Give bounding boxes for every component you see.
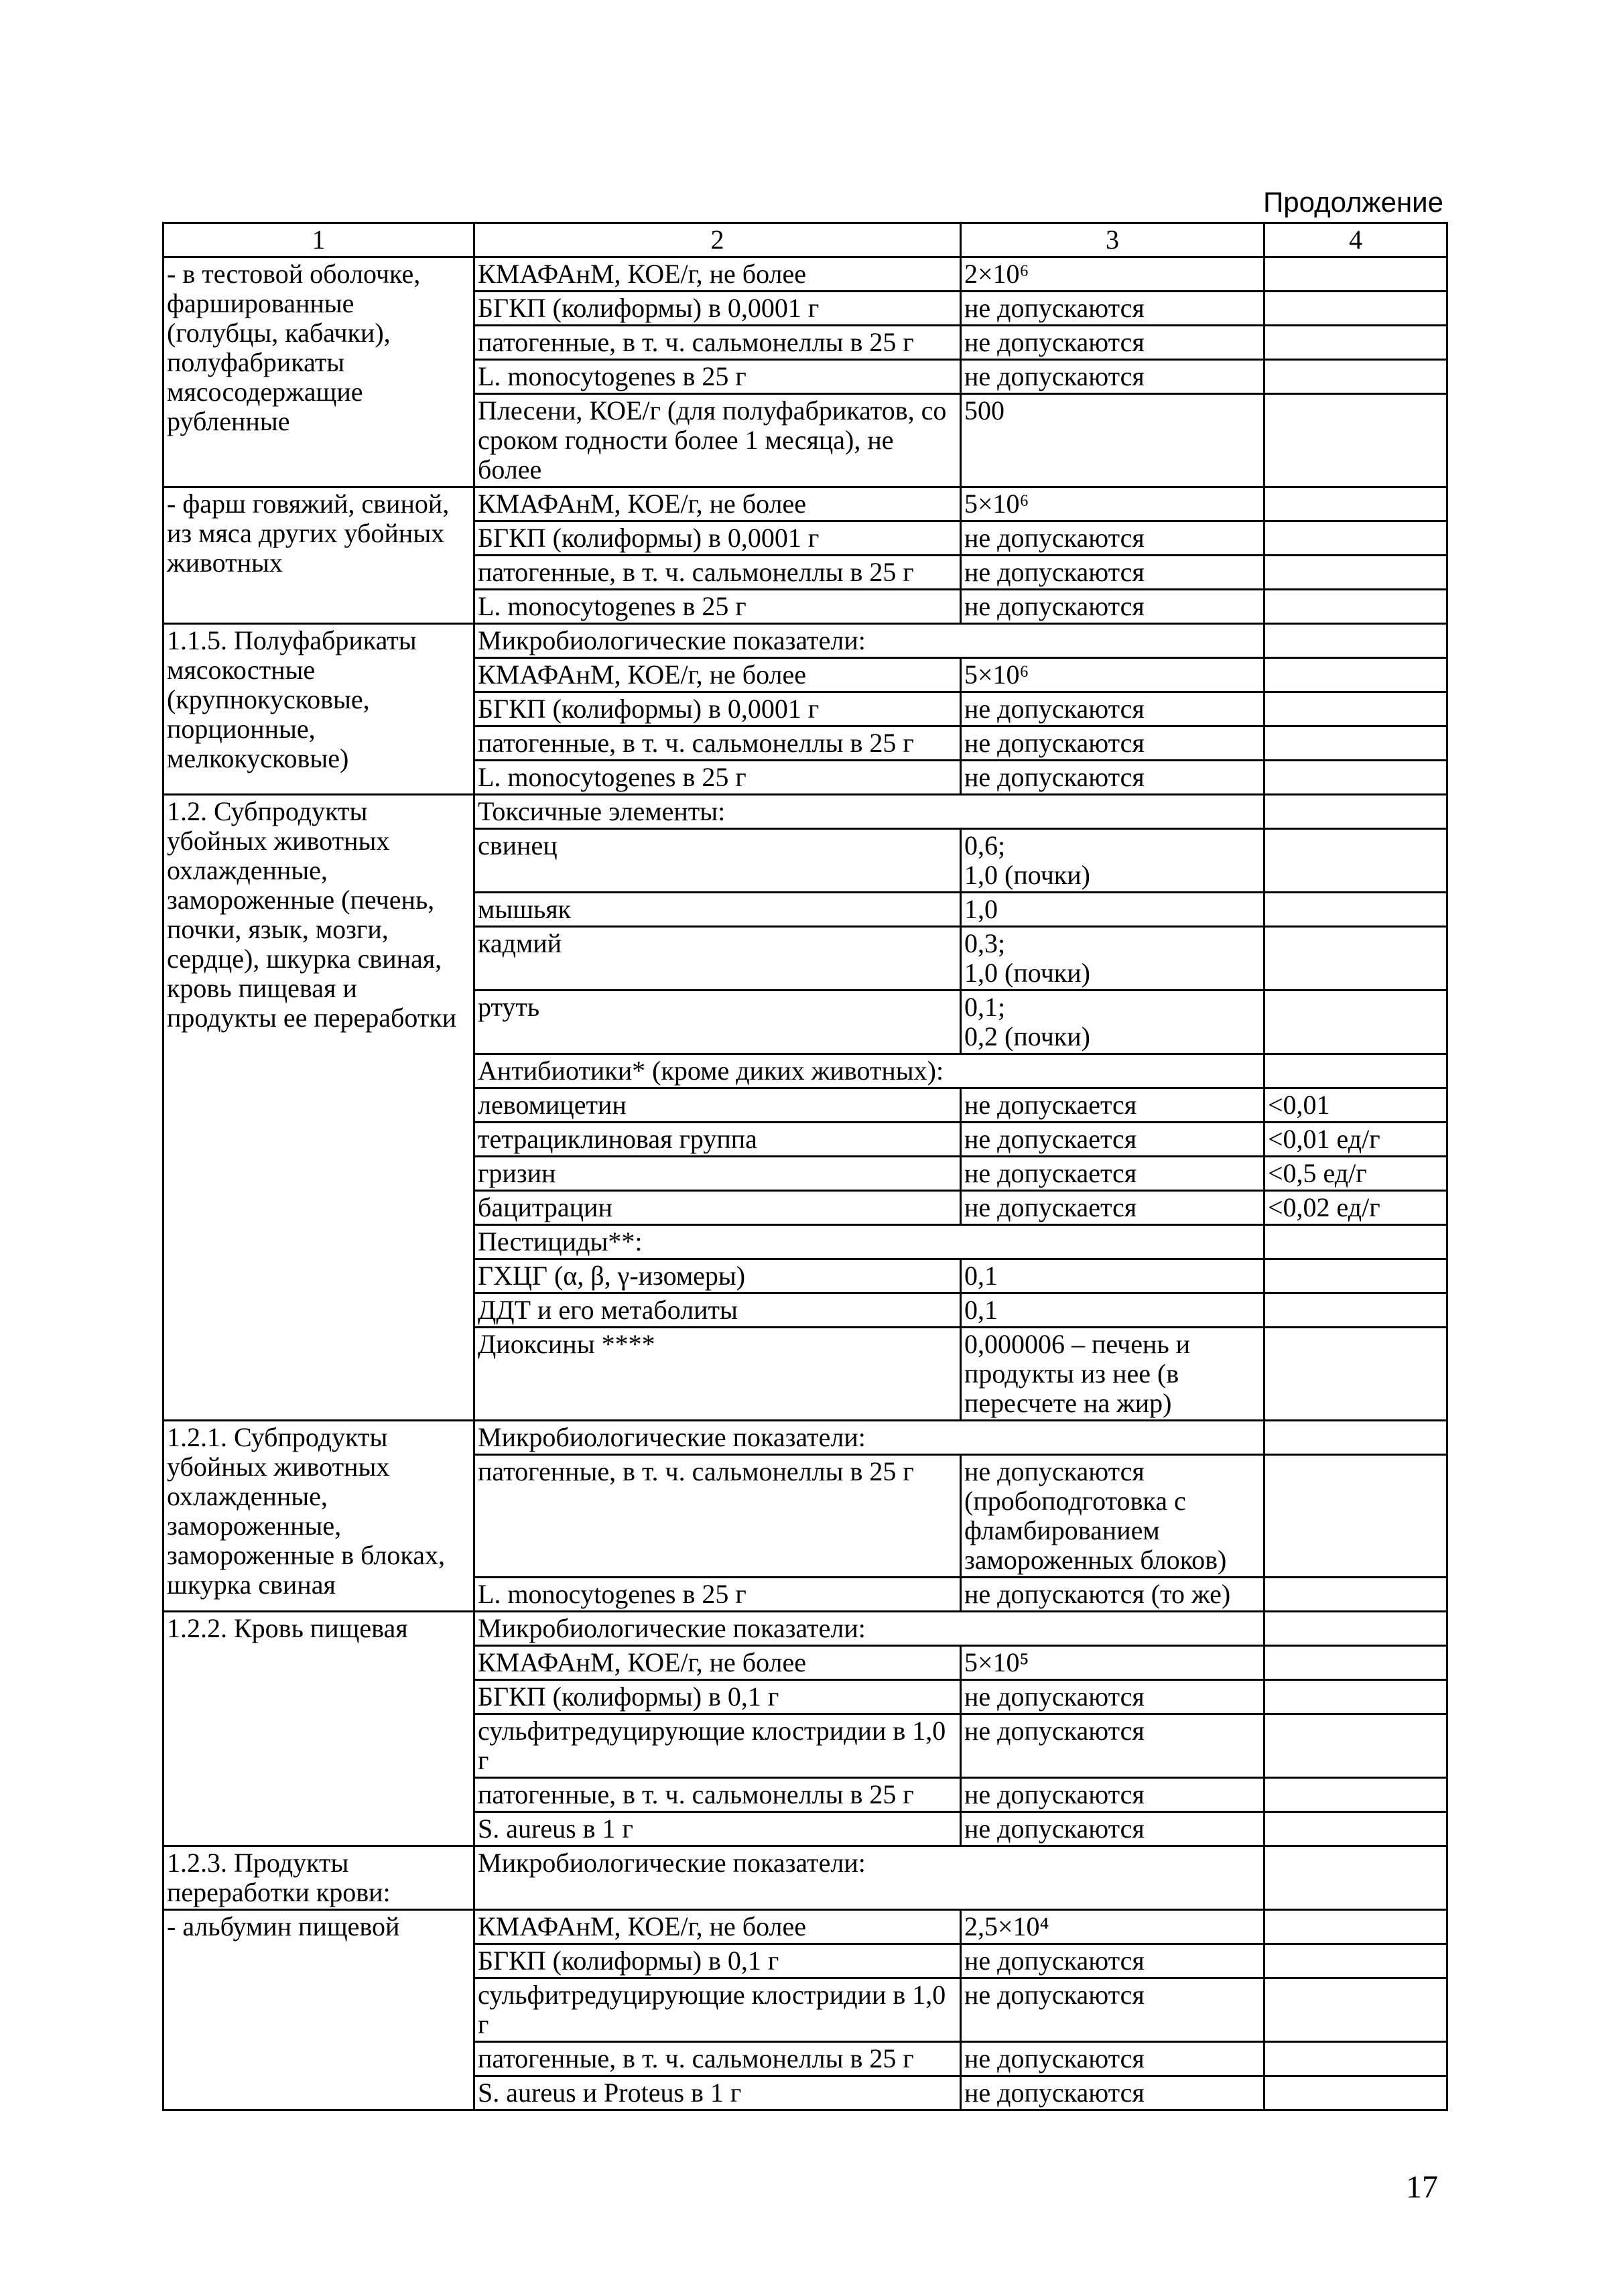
- parameter-cell: КМАФАнМ, КОЕ/г, не более: [474, 658, 961, 692]
- header-cell: 3: [961, 223, 1264, 257]
- note-cell: [1264, 326, 1447, 360]
- note-cell: [1264, 1578, 1447, 1612]
- parameter-cell: БГКП (колиформы) в 0,1 г: [474, 1680, 961, 1714]
- table-row: [164, 487, 1447, 521]
- table-row: [164, 1421, 1447, 1455]
- parameter-cell: свинец: [474, 829, 961, 893]
- parameter-cell: ртуть: [474, 991, 961, 1054]
- value-cell: не допускаются: [961, 2076, 1264, 2110]
- note-cell: [1264, 1054, 1447, 1088]
- parameter-cell: L. monocytogenes в 25 г: [474, 360, 961, 394]
- parameter-cell: ДДТ и его метаболиты: [474, 1293, 961, 1328]
- parameter-cell: Плесени, КОЕ/г (для полуфабрикатов, со сроком годности более 1 месяца), не более: [474, 394, 961, 487]
- note-cell: [1264, 1910, 1447, 1944]
- parameter-cell: кадмий: [474, 927, 961, 991]
- parameter-cell: мышьяк: [474, 893, 961, 927]
- note-cell: [1264, 1455, 1447, 1578]
- parameter-cell: БГКП (колиформы) в 0,0001 г: [474, 292, 961, 326]
- product-cell: 1.2. Субпродукты убойных животных охлажденные, замороженные (печень, почки, язык, мозги, сердце), шкурка свиная, кровь пищевая и продукты ее переработки: [164, 795, 474, 1421]
- value-cell: 0,1: [961, 1259, 1264, 1293]
- parameter-cell: патогенные, в т. ч. сальмонеллы в 25 г: [474, 556, 961, 590]
- note-cell: [1264, 692, 1447, 726]
- value-cell: 5×10⁶: [961, 658, 1264, 692]
- note-cell: [1264, 556, 1447, 590]
- value-cell: 2,5×10⁴: [961, 1910, 1264, 1944]
- value-cell: не допускается: [961, 1157, 1264, 1191]
- parameter-cell: левомицетин: [474, 1088, 961, 1123]
- value-cell: не допускается: [961, 1191, 1264, 1225]
- parameter-cell: БГКП (колиформы) в 0,1 г: [474, 1944, 961, 1978]
- table-row: [164, 257, 1447, 292]
- value-cell: 0,000006 – печень и продукты из нее (в пересчете на жир): [961, 1328, 1264, 1421]
- note-cell: [1264, 360, 1447, 394]
- header-cell: 4: [1264, 223, 1447, 257]
- note-cell: [1264, 1846, 1447, 1910]
- note-cell: [1264, 658, 1447, 692]
- parameter-cell: L. monocytogenes в 25 г: [474, 590, 961, 624]
- note-cell: [1264, 1225, 1447, 1259]
- table-row: [164, 795, 1447, 829]
- parameter-cell: патогенные, в т. ч. сальмонеллы в 25 г: [474, 1778, 961, 1812]
- parameter-cell: S. aureus в 1 г: [474, 1812, 961, 1846]
- product-cell: - альбумин пищевой: [164, 1910, 474, 2110]
- value-cell: не допускаются (то же): [961, 1578, 1264, 1612]
- value-cell: не допускаются: [961, 326, 1264, 360]
- value-cell: не допускаются: [961, 292, 1264, 326]
- continuation-label: Продолжение: [1263, 186, 1443, 218]
- note-cell: [1264, 590, 1447, 624]
- header-row: [164, 223, 1447, 257]
- section-heading-cell: Микробиологические показатели:: [474, 1421, 1264, 1455]
- value-cell: не допускаются: [961, 521, 1264, 556]
- parameter-cell: патогенные, в т. ч. сальмонеллы в 25 г: [474, 1455, 961, 1578]
- note-cell: <0,5 ед/г: [1264, 1157, 1447, 1191]
- value-cell: не допускаются: [961, 1778, 1264, 1812]
- parameter-cell: тетрациклиновая группа: [474, 1123, 961, 1157]
- value-cell: не допускается: [961, 1088, 1264, 1123]
- note-cell: [1264, 1944, 1447, 1978]
- note-cell: [1264, 795, 1447, 829]
- parameter-cell: сульфитредуцирующие клостридии в 1,0 г: [474, 1714, 961, 1778]
- value-cell: 5×10⁵: [961, 1646, 1264, 1680]
- section-heading-cell: Микробиологические показатели:: [474, 1846, 1264, 1910]
- section-heading-cell: Микробиологические показатели:: [474, 624, 1264, 658]
- value-cell: 0,6; 1,0 (почки): [961, 829, 1264, 893]
- parameter-cell: ГХЦГ (α, β, γ-изомеры): [474, 1259, 961, 1293]
- value-cell: 5×10⁶: [961, 487, 1264, 521]
- section-heading-cell: Токсичные элементы:: [474, 795, 1264, 829]
- value-cell: 1,0: [961, 893, 1264, 927]
- note-cell: [1264, 487, 1447, 521]
- value-cell: не допускаются: [961, 2042, 1264, 2076]
- note-cell: [1264, 521, 1447, 556]
- value-cell: не допускаются: [961, 1944, 1264, 1978]
- section-heading-cell: Антибиотики* (кроме диких животных):: [474, 1054, 1264, 1088]
- header-cell: 1: [164, 223, 474, 257]
- note-cell: [1264, 1812, 1447, 1846]
- parameter-cell: сульфитредуцирующие клостридии в 1,0 г: [474, 1978, 961, 2042]
- parameter-cell: гризин: [474, 1157, 961, 1191]
- parameter-cell: КМАФАнМ, КОЕ/г, не более: [474, 1646, 961, 1680]
- note-cell: [1264, 829, 1447, 893]
- parameter-cell: патогенные, в т. ч. сальмонеллы в 25 г: [474, 2042, 961, 2076]
- value-cell: не допускаются: [961, 360, 1264, 394]
- note-cell: [1264, 1714, 1447, 1778]
- note-cell: [1264, 1328, 1447, 1421]
- parameter-cell: патогенные, в т. ч. сальмонеллы в 25 г: [474, 726, 961, 761]
- product-cell: 1.2.1. Субпродукты убойных животных охлажденные, замороженные, замороженные в блоках, шкурка свиная: [164, 1421, 474, 1612]
- header-cell: 2: [474, 223, 961, 257]
- note-cell: [1264, 1978, 1447, 2042]
- table-row: [164, 1612, 1447, 1646]
- note-cell: [1264, 2076, 1447, 2110]
- value-cell: не допускаются: [961, 726, 1264, 761]
- product-cell: - в тестовой оболочке, фаршированные (голубцы, кабачки), полуфабрикаты мясосодержащие рубленные: [164, 257, 474, 487]
- parameter-cell: S. aureus и Proteus в 1 г: [474, 2076, 961, 2110]
- note-cell: <0,01: [1264, 1088, 1447, 1123]
- product-cell: - фарш говяжий, свиной, из мяса других убойных животных: [164, 487, 474, 624]
- note-cell: [1264, 292, 1447, 326]
- parameter-cell: КМАФАнМ, КОЕ/г, не более: [474, 487, 961, 521]
- value-cell: 0,1: [961, 1293, 1264, 1328]
- note-cell: [1264, 1612, 1447, 1646]
- note-cell: [1264, 624, 1447, 658]
- value-cell: не допускаются: [961, 1978, 1264, 2042]
- value-cell: не допускаются: [961, 1680, 1264, 1714]
- value-cell: не допускаются: [961, 692, 1264, 726]
- parameter-cell: БГКП (колиформы) в 0,0001 г: [474, 692, 961, 726]
- value-cell: 0,3; 1,0 (почки): [961, 927, 1264, 991]
- table-row: [164, 1846, 1447, 1910]
- note-cell: [1264, 1646, 1447, 1680]
- product-cell: 1.2.2. Кровь пищевая: [164, 1612, 474, 1846]
- value-cell: не допускаются (пробоподготовка с фламбированием замороженных блоков): [961, 1455, 1264, 1578]
- value-cell: не допускаются: [961, 1812, 1264, 1846]
- section-heading-cell: Микробиологические показатели:: [474, 1612, 1264, 1646]
- note-cell: [1264, 927, 1447, 991]
- parameter-cell: КМАФАнМ, КОЕ/г, не более: [474, 257, 961, 292]
- note-cell: <0,01 ед/г: [1264, 1123, 1447, 1157]
- note-cell: [1264, 1293, 1447, 1328]
- page-number: 17: [1406, 2169, 1438, 2205]
- value-cell: 2×10⁶: [961, 257, 1264, 292]
- value-cell: не допускается: [961, 1123, 1264, 1157]
- table-row: [164, 624, 1447, 658]
- table-row: [164, 1910, 1447, 1944]
- value-cell: 500: [961, 394, 1264, 487]
- note-cell: <0,02 ед/г: [1264, 1191, 1447, 1225]
- note-cell: [1264, 257, 1447, 292]
- parameter-cell: L. monocytogenes в 25 г: [474, 761, 961, 795]
- note-cell: [1264, 893, 1447, 927]
- requirements-table: [162, 222, 1448, 2111]
- note-cell: [1264, 1259, 1447, 1293]
- value-cell: 0,1; 0,2 (почки): [961, 991, 1264, 1054]
- note-cell: [1264, 1778, 1447, 1812]
- parameter-cell: L. monocytogenes в 25 г: [474, 1578, 961, 1612]
- note-cell: [1264, 1680, 1447, 1714]
- value-cell: не допускаются: [961, 761, 1264, 795]
- value-cell: не допускаются: [961, 1714, 1264, 1778]
- parameter-cell: БГКП (колиформы) в 0,0001 г: [474, 521, 961, 556]
- product-cell: 1.1.5. Полуфабрикаты мясокостные (крупнокусковые, порционные, мелкокусковые): [164, 624, 474, 795]
- parameter-cell: КМАФАнМ, КОЕ/г, не более: [474, 1910, 961, 1944]
- parameter-cell: бацитрацин: [474, 1191, 961, 1225]
- note-cell: [1264, 2042, 1447, 2076]
- value-cell: не допускаются: [961, 556, 1264, 590]
- section-heading-cell: Пестициды**:: [474, 1225, 1264, 1259]
- note-cell: [1264, 726, 1447, 761]
- product-cell: 1.2.3. Продукты переработки крови:: [164, 1846, 474, 1910]
- note-cell: [1264, 761, 1447, 795]
- parameter-cell: патогенные, в т. ч. сальмонеллы в 25 г: [474, 326, 961, 360]
- note-cell: [1264, 1421, 1447, 1455]
- note-cell: [1264, 991, 1447, 1054]
- value-cell: не допускаются: [961, 590, 1264, 624]
- parameter-cell: Диоксины ****: [474, 1328, 961, 1421]
- note-cell: [1264, 394, 1447, 487]
